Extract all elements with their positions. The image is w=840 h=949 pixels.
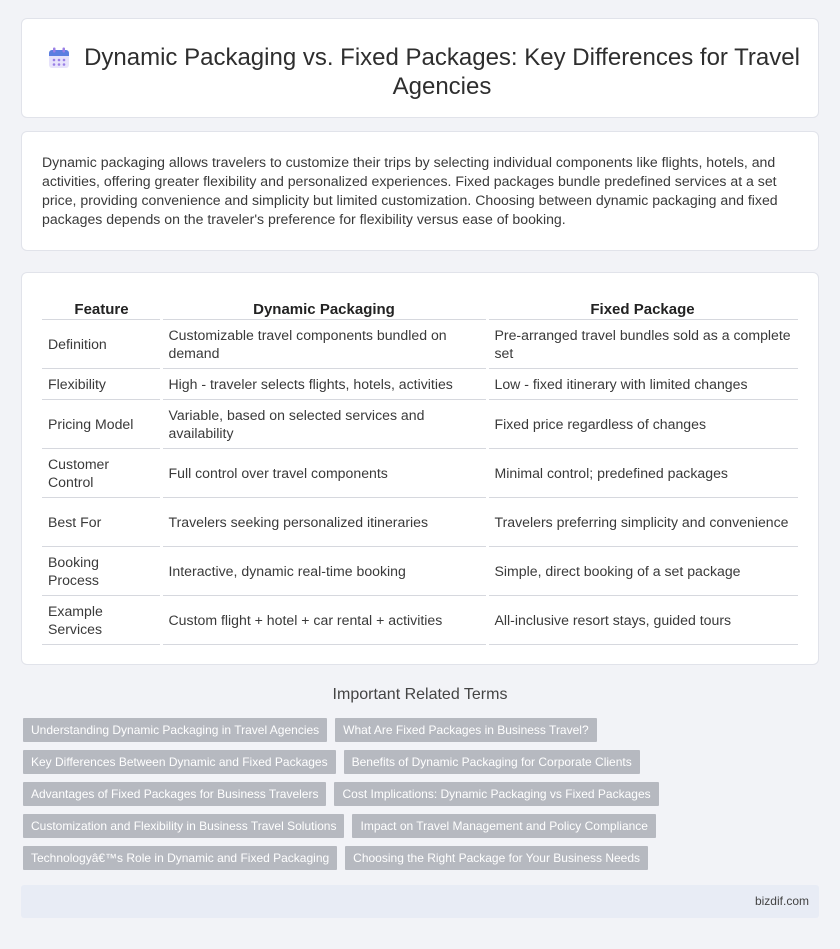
- tag-row: [23, 718, 823, 742]
- feature-cell: Example Services: [42, 595, 161, 644]
- table-header-row: [42, 296, 798, 319]
- feature-cell: Booking Process: [42, 546, 161, 595]
- table-row: [42, 319, 798, 368]
- feature-cell: Flexibility: [42, 368, 161, 399]
- intro-paragraph: Dynamic packaging allows travelers to customize their trips by selecting individual components like flights, hotels, and activities, offering greater flexibility and personalized experiences. Fixed packages bundle predefined services at a set price, providing convenience and simplicity but limited customization. Choosing between dynamic packaging and fixed packages depends on the traveler's preference for flexibility versus ease of booking.: [42, 154, 778, 227]
- header-fixed-package: Fixed Package: [487, 296, 798, 319]
- dynamic-cell: Travelers seeking personalized itineraries: [161, 497, 487, 546]
- related-terms-list: [23, 718, 823, 878]
- related-term-link[interactable]: Benefits of Dynamic Packaging for Corporate Clients: [344, 750, 640, 774]
- comparison-table-card: [21, 272, 819, 665]
- related-term-link[interactable]: Technologyâ€™s Role in Dynamic and Fixed Packaging: [23, 846, 337, 870]
- dynamic-cell: Custom flight + hotel + car rental + activities: [161, 595, 487, 644]
- comparison-table: [42, 296, 798, 645]
- feature-cell: Definition: [42, 319, 161, 368]
- title-card: [21, 18, 819, 118]
- header-dynamic-packaging: Dynamic Packaging: [161, 296, 487, 319]
- header-feature: Feature: [42, 296, 161, 319]
- page-title: Dynamic Packaging vs. Fixed Packages: Key Differences for Travel Agencies: [84, 44, 800, 100]
- related-terms-heading: Important Related Terms: [332, 686, 508, 703]
- table-row: [42, 448, 798, 497]
- intro-card: [21, 131, 819, 251]
- site-name[interactable]: bizdif.com: [754, 894, 809, 908]
- related-term-link[interactable]: Key Differences Between Dynamic and Fixed Packages: [23, 750, 336, 774]
- related-term-link[interactable]: Choosing the Right Package for Your Business Needs: [345, 846, 648, 870]
- feature-cell: Customer Control: [42, 448, 161, 497]
- related-term-link[interactable]: Customization and Flexibility in Business Travel Solutions: [23, 814, 344, 838]
- related-term-link[interactable]: Understanding Dynamic Packaging in Travel Agencies: [23, 718, 327, 742]
- dynamic-cell: Full control over travel components: [161, 448, 487, 497]
- table-row: [42, 497, 798, 546]
- tag-row: [23, 750, 823, 774]
- tag-row: [23, 814, 823, 838]
- tag-row: [23, 846, 823, 870]
- table-row: [42, 546, 798, 595]
- table-row: [42, 368, 798, 399]
- footer: [21, 885, 819, 918]
- tag-row: [23, 782, 823, 806]
- feature-cell: Best For: [42, 497, 161, 546]
- dynamic-cell: Interactive, dynamic real-time booking: [161, 546, 487, 595]
- related-term-link[interactable]: Cost Implications: Dynamic Packaging vs Fixed Packages: [334, 782, 658, 806]
- fixed-cell: Low - fixed itinerary with limited changes: [487, 368, 798, 399]
- dynamic-cell: Customizable travel components bundled on demand: [161, 319, 487, 368]
- related-term-link[interactable]: What Are Fixed Packages in Business Travel?: [335, 718, 596, 742]
- dynamic-cell: High - traveler selects flights, hotels, activities: [161, 368, 487, 399]
- related-term-link[interactable]: Impact on Travel Management and Policy Compliance: [352, 814, 655, 838]
- title-row: [22, 43, 818, 101]
- fixed-cell: Minimal control; predefined packages: [487, 448, 798, 497]
- fixed-cell: Pre-arranged travel bundles sold as a complete set: [487, 319, 798, 368]
- fixed-cell: Travelers preferring simplicity and convenience: [487, 497, 798, 546]
- dynamic-cell: Variable, based on selected services and availability: [161, 399, 487, 448]
- fixed-cell: All-inclusive resort stays, guided tours: [487, 595, 798, 644]
- fixed-cell: Simple, direct booking of a set package: [487, 546, 798, 595]
- feature-cell: Pricing Model: [42, 399, 161, 448]
- fixed-cell: Fixed price regardless of changes: [487, 399, 798, 448]
- related-term-link[interactable]: Advantages of Fixed Packages for Business Travelers: [23, 782, 326, 806]
- table-row: [42, 595, 798, 644]
- table-row: [42, 399, 798, 448]
